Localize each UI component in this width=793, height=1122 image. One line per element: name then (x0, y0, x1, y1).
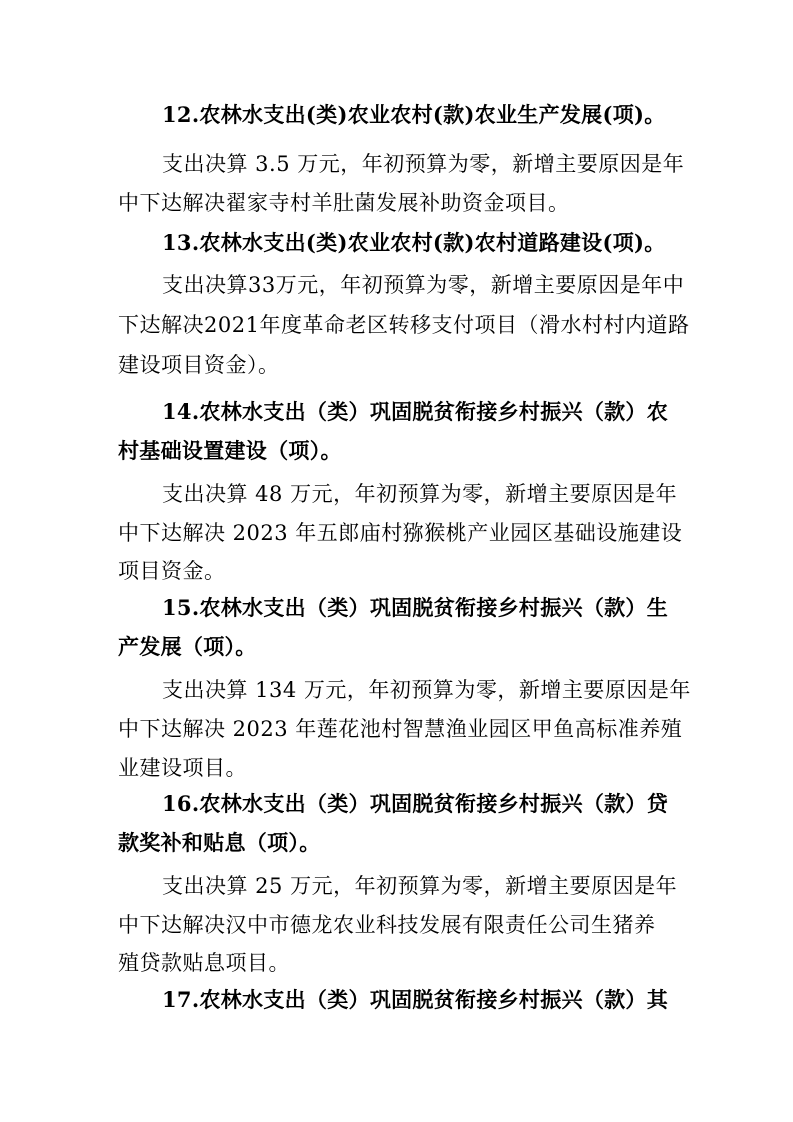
section-15-heading-line-2: 产发展（项）。 (118, 634, 257, 659)
section-12-heading: 12.农林水支出(类)农业农村(款)农业生产发展(项)。 (162, 102, 666, 127)
section-15-body-line-1: 支出决算 134 万元，年初预算为零，新增主要原因是年 (162, 678, 691, 702)
section-14-heading-line-2: 村基础设置建设（项）。 (118, 438, 342, 463)
section-15-body-line-3: 业建设项目。 (118, 756, 247, 780)
section-13-body-line-2: 下达解决2021年度革命老区转移支付项目（滑水村村内道路 (118, 313, 690, 337)
section-15-heading-line-1: 15.农林水支出（类）巩固脱贫衔接乡村振兴（款）生 (162, 595, 669, 620)
section-13-body-line-3: 建设项目资金）。 (118, 353, 280, 377)
section-16-body-line-2: 中下达解决汉中市德龙农业科技发展有限责任公司生猪养 (118, 913, 656, 937)
section-14-body-line-3: 项目资金。 (118, 559, 226, 583)
section-16-heading-line-2: 款奖补和贴息（项）。 (118, 830, 321, 855)
section-12-body-line-2: 中下达解决翟家寺村羊肚菌发展补助资金项目。 (118, 191, 570, 215)
section-17-heading-line-1: 17.农林水支出（类）巩固脱贫衔接乡村振兴（款）其 (162, 987, 669, 1012)
section-16-body-line-3: 殖贷款贴息项目。 (118, 951, 290, 975)
section-14-body-line-2: 中下达解决 2023 年五郎庙村猕猴桃产业园区基础设施建设 (118, 521, 683, 545)
section-13-heading: 13.农林水支出(类)农业农村(款)农村道路建设(项)。 (162, 230, 666, 255)
section-13-body-line-1: 支出决算33万元，年初预算为零，新增主要原因是年中 (162, 273, 685, 297)
section-16-body-line-1: 支出决算 25 万元，年初预算为零，新增主要原因是年 (162, 874, 678, 898)
section-12-body-line-1: 支出决算 3.5 万元，年初预算为零，新增主要原因是年 (162, 152, 685, 176)
section-14-body-line-1: 支出决算 48 万元，年初预算为零，新增主要原因是年 (162, 482, 678, 506)
section-15-body-line-2: 中下达解决 2023 年莲花池村智慧渔业园区甲鱼高标准养殖 (118, 717, 683, 741)
section-16-heading-line-1: 16.农林水支出（类）巩固脱贫衔接乡村振兴（款）贷 (162, 791, 669, 816)
section-14-heading-line-1: 14.农林水支出（类）巩固脱贫衔接乡村振兴（款）农 (162, 399, 669, 424)
